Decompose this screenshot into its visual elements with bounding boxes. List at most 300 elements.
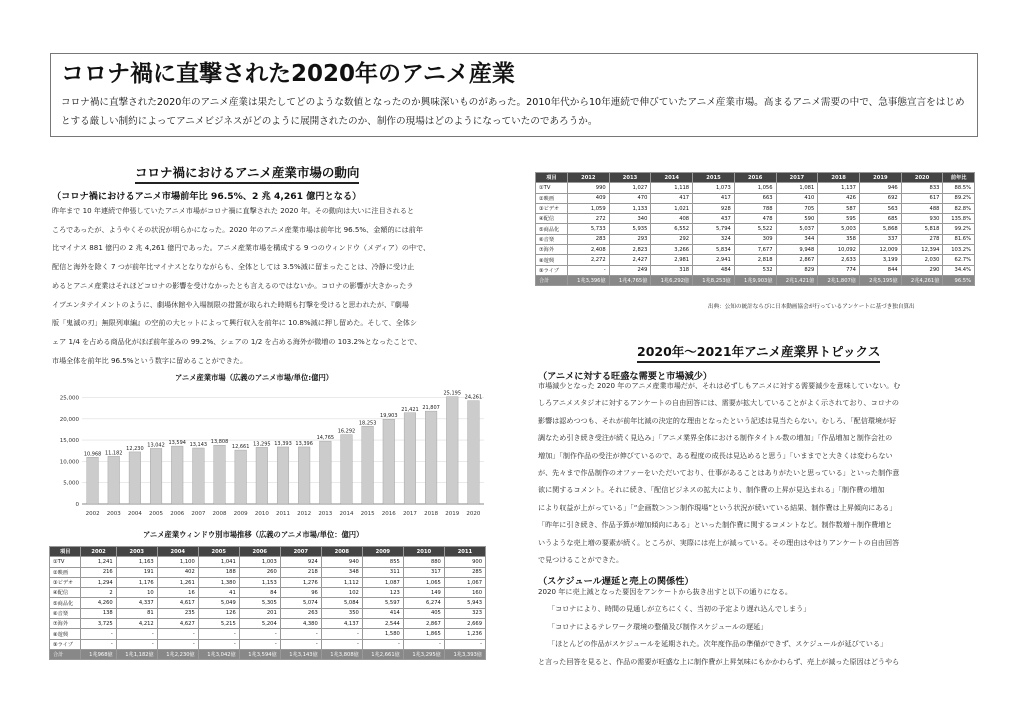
table-cell: 1,073: [693, 183, 735, 193]
table-cell: 6,552: [651, 224, 693, 234]
table-cell: 402: [157, 567, 198, 577]
table-total-row: [50, 649, 486, 659]
table-row: [536, 265, 975, 275]
x-tick-label: 2008: [212, 511, 227, 517]
table-cell: ⑦海外: [50, 619, 81, 629]
table-cell: -: [567, 265, 609, 275]
left-subhead: （コロナ禍におけるアニメ市場前年比 96.5%、2 兆 4,261 億円となる）: [52, 191, 362, 202]
table-cell: 705: [776, 203, 818, 213]
bar-value-label: 11,182: [104, 450, 123, 457]
table-cell: -: [239, 639, 280, 649]
table-cell: 290: [901, 265, 943, 275]
table-cell: 99.2%: [943, 224, 975, 234]
table-cell: ⑥音楽: [536, 234, 568, 244]
table-cell: 924: [280, 557, 321, 567]
table-cell: 358: [818, 234, 860, 244]
table-row: [50, 639, 486, 649]
table-cell: 4,212: [116, 619, 157, 629]
body-line: 比マイナス 881 億円の 2 兆 4,261 億円であった。アニメ産業市場を構成する 9 つのウィンドウ（メディア）の中で、: [52, 243, 431, 253]
bar-value-label: 14,765: [316, 435, 335, 442]
table-cell: -: [81, 629, 116, 639]
table-total-cell: 1兆3,808億: [321, 649, 362, 659]
table-cell: ③ビデオ: [536, 203, 568, 213]
table-header-cell: 2010: [403, 547, 444, 557]
table-row: [50, 577, 486, 587]
table-total-cell: 1兆3,295億: [403, 649, 444, 659]
table-cell: 478: [734, 214, 776, 224]
table-row: [50, 567, 486, 577]
right-body-1: [538, 377, 978, 568]
table1-title: アニメ産業ウィンドウ別市場推移（広義のアニメ市場/単位：億円）: [143, 530, 364, 539]
table-cell: 410: [776, 193, 818, 203]
market-bar-chart: [52, 381, 492, 518]
table-cell: 426: [818, 193, 860, 203]
table-cell: 1,236: [444, 629, 485, 639]
table-total-cell: 1兆3,042億: [198, 649, 239, 659]
bar-value-label: 13,393: [274, 440, 292, 447]
table-cell: 1,153: [239, 577, 280, 587]
x-tick-label: 2017: [402, 511, 417, 517]
table-header-cell: 2020: [901, 173, 943, 183]
table-total-cell: 1兆4,765億: [609, 275, 651, 285]
table-cell: 323: [444, 608, 485, 618]
table-cell: -: [362, 639, 403, 649]
table-cell: -: [444, 639, 485, 649]
table-header-cell: 2011: [444, 547, 485, 557]
bar-value-label: 13,808: [210, 439, 229, 446]
table-cell: 16: [157, 588, 198, 598]
table-cell: 1,276: [280, 577, 321, 587]
y-tick-label: 25,000: [59, 395, 79, 402]
bar: [404, 413, 416, 504]
table-cell: 350: [321, 608, 362, 618]
body-line: めるとアニメ産業はそれほどコロナの影響を受けなかったとも言えるのではないか。コロナの影響が大きかったラ: [52, 280, 414, 290]
bar-value-label: 12,230: [126, 445, 144, 452]
table-cell: 6,274: [403, 598, 444, 608]
bar: [319, 441, 331, 504]
table-cell: 344: [776, 234, 818, 244]
table-cell: 617: [901, 193, 943, 203]
window-market-table-2012-2020: [535, 172, 975, 286]
table-total-cell: 1兆2,661億: [362, 649, 403, 659]
table-cell: 2,823: [609, 245, 651, 255]
table-cell: -: [321, 629, 362, 639]
table-cell: 138: [81, 608, 116, 618]
table-cell: 1,380: [198, 577, 239, 587]
bar-value-label: 13,396: [295, 440, 313, 447]
table-cell: 3,199: [859, 255, 901, 265]
table-cell: 7,677: [734, 245, 776, 255]
y-tick-label: 10,000: [59, 459, 79, 466]
table-total-cell: 1兆2,230億: [157, 649, 198, 659]
bar: [129, 452, 141, 504]
table-cell: 260: [239, 567, 280, 577]
table-row: [536, 214, 975, 224]
table-cell: 2,981: [651, 255, 693, 265]
table-cell: 5,003: [818, 224, 860, 234]
body-line: 「コロナにより、時間の見通しが立ちにくく、当初の予定より遅れ込んでしまう」: [548, 604, 811, 614]
table-cell: 1,003: [239, 557, 280, 567]
table-cell: 293: [609, 234, 651, 244]
y-tick-label: 15,000: [59, 438, 79, 445]
table-cell: ③ビデオ: [50, 577, 81, 587]
bar: [235, 450, 247, 504]
table-cell: 5,049: [198, 598, 239, 608]
table-header-cell: 2008: [321, 547, 362, 557]
table-row: [50, 588, 486, 598]
table-cell: 1,241: [81, 557, 116, 567]
table-total-cell: 1兆6,292億: [651, 275, 693, 285]
table-cell: 126: [198, 608, 239, 618]
table-row: [536, 193, 975, 203]
body-line: 「ほとんどの作品がスケジュールを延期された。次年度作品の準備ができず、スケジュールが延びている」: [548, 639, 888, 649]
table-cell: 663: [734, 193, 776, 203]
x-tick-label: 2011: [276, 511, 290, 517]
table-cell: 4,627: [157, 619, 198, 629]
table-cell: 309: [734, 234, 776, 244]
table-cell: -: [239, 629, 280, 639]
table-cell: 285: [444, 567, 485, 577]
table-cell: 201: [239, 608, 280, 618]
bar: [214, 445, 226, 504]
body-line: 欲に関するコメント。それに続き、「配信ビジネスの拡大により、制作費の上昇が見込まれる」「制作費の増加: [538, 485, 885, 495]
table-row: [50, 608, 486, 618]
table-header-cell: 項目: [536, 173, 568, 183]
bar: [298, 447, 310, 504]
table-cell: 587: [818, 203, 860, 213]
table-cell: 191: [116, 567, 157, 577]
table-total-cell: 合計: [50, 649, 81, 659]
x-tick-label: 2016: [381, 511, 396, 517]
bar-value-label: 21,421: [401, 406, 419, 413]
bar-value-label: 13,143: [189, 442, 208, 449]
table2-source: 出典：公知の統計ならびに日本動画協会が行っているアンケートに基づき独自算出: [708, 304, 915, 310]
table-total-cell: 2兆1,421億: [776, 275, 818, 285]
table-cell: 283: [567, 234, 609, 244]
table-row: [50, 629, 486, 639]
table-cell: 5,305: [239, 598, 280, 608]
table-cell: 2,818: [734, 255, 776, 265]
table-cell: ⑧遊興: [50, 629, 81, 639]
x-tick-label: 2002: [85, 511, 100, 517]
table-total-cell: 合計: [536, 275, 568, 285]
body-line: ころであったが、ようやくその状況が明らかになった。2020 年のアニメ産業市場は前年比 96.5%、金額的には前年: [52, 224, 423, 234]
table-cell: 2,272: [567, 255, 609, 265]
x-tick-label: 2013: [318, 511, 333, 517]
table-cell: 9,948: [776, 245, 818, 255]
body-line: しろアニメスタジオに対するアンケートの自由回答には、需要が拡大していることがよく示されており、コロナの: [538, 398, 899, 408]
table-cell: 5,943: [444, 598, 485, 608]
table-header-cell: 2009: [362, 547, 403, 557]
bar-value-label: 18,253: [358, 420, 377, 427]
table-cell: 437: [693, 214, 735, 224]
bar: [425, 411, 437, 504]
table-row: [536, 183, 975, 193]
table-header-cell: 前年比: [943, 173, 975, 183]
bar-value-label: 24,261: [464, 394, 483, 401]
table-cell: -: [81, 639, 116, 649]
table-header-cell: 2018: [818, 173, 860, 183]
table-row: [536, 255, 975, 265]
table-cell: 532: [734, 265, 776, 275]
table-cell: -: [157, 629, 198, 639]
body-line: 市場全体を前年比 96.5%という数字に留めることができた。: [52, 355, 248, 365]
table-cell: -: [116, 639, 157, 649]
table-cell: 829: [776, 265, 818, 275]
table-cell: 249: [609, 265, 651, 275]
table-cell: 1,027: [609, 183, 651, 193]
table-cell: 4,617: [157, 598, 198, 608]
table-header-cell: 2002: [81, 547, 116, 557]
table-header-cell: 2017: [776, 173, 818, 183]
bar: [341, 435, 353, 504]
table-cell: 408: [651, 214, 693, 224]
table-cell: 590: [776, 214, 818, 224]
table-cell: 2,408: [567, 245, 609, 255]
table-cell: 12,009: [859, 245, 901, 255]
table-cell: 318: [651, 265, 693, 275]
table-cell: 2,633: [818, 255, 860, 265]
table-cell: 4,337: [116, 598, 157, 608]
body-line: で見つけることができた。: [538, 555, 624, 565]
table-row: [536, 203, 975, 213]
table-cell: 5,818: [901, 224, 943, 234]
table-cell: 5,794: [693, 224, 735, 234]
body-line: 配信と海外を除く 7 つが前年比マイナスとなりながらも、全体としては 3.5%減に留まったことは、冷静に受け止: [52, 262, 415, 272]
table-cell: 692: [859, 193, 901, 203]
table-cell: 1,163: [116, 557, 157, 567]
bar: [256, 447, 268, 504]
left-body: [52, 202, 494, 370]
table-cell: 96: [280, 588, 321, 598]
table-cell: 348: [321, 567, 362, 577]
table-cell: 1,118: [651, 183, 693, 193]
body-line: イブエンタテイメントのように、劇場休館や入場制限の措置が取られた時期も打撃を受けると思われたが、『劇場: [52, 299, 409, 309]
table-cell: 82.8%: [943, 203, 975, 213]
table-cell: 5,204: [239, 619, 280, 629]
bar-value-label: 19,903: [380, 413, 398, 420]
table-cell: 10,092: [818, 245, 860, 255]
bar: [193, 448, 205, 504]
table-cell: 1,294: [81, 577, 116, 587]
table-cell: 1,067: [444, 577, 485, 587]
table-cell: 218: [280, 567, 321, 577]
x-tick-label: 2006: [170, 511, 185, 517]
table-cell: ②映画: [536, 193, 568, 203]
table-cell: 5,074: [280, 598, 321, 608]
table-total-cell: 1兆968億: [81, 649, 116, 659]
table-cell: 2: [81, 588, 116, 598]
table-header-cell: 2019: [859, 173, 901, 183]
x-tick-label: 2014: [339, 511, 354, 517]
body-line: 市場減少となった 2020 年のアニメ産業市場だが、それは必ずしもアニメに対する需要減少を意味していない。む: [538, 381, 901, 390]
x-tick-label: 2012: [297, 511, 312, 517]
table-cell: 4,260: [81, 598, 116, 608]
table-cell: -: [198, 639, 239, 649]
table-cell: 928: [693, 203, 735, 213]
right-body-2: [538, 583, 978, 670]
body-line: 「コロナによるテレワーク環境の整備及び制作スケジュールの遅延」: [548, 621, 768, 631]
table-cell: 62.7%: [943, 255, 975, 265]
table-cell: -: [321, 639, 362, 649]
table-cell: 2,867: [403, 619, 444, 629]
x-tick-label: 2010: [254, 511, 269, 517]
table-cell: 1,112: [321, 577, 362, 587]
table-cell: 216: [81, 567, 116, 577]
right-subhead-2: （スケジュール遅延と売上の関係性）: [538, 576, 694, 587]
table-cell: 5,037: [776, 224, 818, 234]
table-row: [50, 619, 486, 629]
bar-value-label: 16,292: [337, 428, 356, 435]
table-cell: 940: [321, 557, 362, 567]
table-cell: 990: [567, 183, 609, 193]
table-cell: 34.4%: [943, 265, 975, 275]
table-cell: 292: [651, 234, 693, 244]
table-cell: 4,137: [321, 619, 362, 629]
table-cell: 2,867: [776, 255, 818, 265]
table-cell: ⑦海外: [536, 245, 568, 255]
table-cell: 103.2%: [943, 245, 975, 255]
table-cell: 855: [362, 557, 403, 567]
table-cell: 1,865: [403, 629, 444, 639]
bar-value-label: 25,195: [443, 390, 462, 397]
bar: [87, 457, 99, 504]
table-cell: 5,733: [567, 224, 609, 234]
table-total-cell: 1兆3,594億: [239, 649, 280, 659]
table-header-cell: 2003: [116, 547, 157, 557]
table-row: [536, 224, 975, 234]
left-section-title: コロナ禍におけるアニメ産業市場の動向: [135, 163, 359, 184]
page-title: コロナ禍に直撃された2020年のアニメ産業: [61, 61, 515, 87]
lead-paragraph: コロナ禍に直撃された2020年のアニメ産業は果たしてどのような数値となったのか興味深いものがあった。2010年代から10年連続で伸びていたアニメ産業市場。高まるアニメ需要の中で、急事態宣言をはじめとする厳しい制約によってアニメビジネスがどのように展開されたのか、制作の現場はどのようになっていたのであろうか。: [61, 97, 965, 127]
table-cell: 417: [693, 193, 735, 203]
table-cell: 135.8%: [943, 214, 975, 224]
table-cell: 41: [198, 588, 239, 598]
table-cell: 1,065: [403, 577, 444, 587]
table-total-row: [536, 275, 975, 285]
y-tick-label: 0: [75, 502, 79, 508]
bar: [171, 446, 183, 504]
x-tick-label: 2009: [233, 511, 248, 517]
table-cell: 1,021: [651, 203, 693, 213]
table-cell: ⑥音楽: [50, 608, 81, 618]
table-total-cell: 2兆4,261億: [901, 275, 943, 285]
x-tick-label: 2005: [149, 511, 164, 517]
bar: [150, 448, 162, 504]
x-tick-label: 2020: [466, 511, 481, 517]
table-cell: 900: [444, 557, 485, 567]
table-cell: 2,544: [362, 619, 403, 629]
x-tick-label: 2018: [424, 511, 439, 517]
table-cell: 1,261: [157, 577, 198, 587]
table-cell: 488: [901, 203, 943, 213]
bar-value-label: 13,295: [253, 441, 271, 448]
table-total-cell: 1兆3,393億: [444, 649, 485, 659]
table-total-cell: 1兆9,903億: [734, 275, 776, 285]
table-cell: 685: [859, 214, 901, 224]
table-cell: 930: [901, 214, 943, 224]
bar-value-label: 21,807: [422, 405, 440, 412]
table-cell: ⑨ライブ: [50, 639, 81, 649]
table-cell: ①TV: [50, 557, 81, 567]
table-cell: 3,266: [651, 245, 693, 255]
table-cell: 833: [901, 183, 943, 193]
table-cell: -: [198, 629, 239, 639]
table-cell: 409: [567, 193, 609, 203]
table-cell: 340: [609, 214, 651, 224]
table-cell: -: [157, 639, 198, 649]
table-cell: 1,100: [157, 557, 198, 567]
table-cell: 10: [116, 588, 157, 598]
table-row: [50, 557, 486, 567]
table-total-cell: 2兆1,807億: [818, 275, 860, 285]
table-cell: 405: [403, 608, 444, 618]
right-section-title: 2020年～2021年アニメ産業界トピックス: [637, 342, 880, 363]
table-cell: 235: [157, 608, 198, 618]
table-cell: 595: [818, 214, 860, 224]
table-header-cell: 2007: [280, 547, 321, 557]
table-cell: 1,041: [198, 557, 239, 567]
table-cell: 89.2%: [943, 193, 975, 203]
table-cell: 5,935: [609, 224, 651, 234]
table-cell: 844: [859, 265, 901, 275]
table-header-cell: 2014: [651, 173, 693, 183]
bar: [446, 397, 458, 504]
x-tick-label: 2019: [445, 511, 460, 517]
table-cell: 123: [362, 588, 403, 598]
table-header-cell: 項目: [50, 547, 81, 557]
table-cell: 272: [567, 214, 609, 224]
body-line: と言った回答を見ると、作品の需要が旺盛な上に制作費が上昇気味にもかかわらず、売上が減った原因はどうやら: [538, 656, 900, 666]
body-line: ェア 1/4 を占める商品化がほぼ前年並みの 99.2%、シェアの 1/2 を占める海外が微増の 103.2%となったことで、: [52, 336, 422, 346]
table-cell: 2,669: [444, 619, 485, 629]
table-cell: 160: [444, 588, 485, 598]
table-total-cell: 1兆8,253億: [693, 275, 735, 285]
table-cell: 88.5%: [943, 183, 975, 193]
body-line: 「昨年に引き続き、作品予算が増加傾向にある」といった制作費に関するコメントなど。制作数増＋制作費増と: [538, 520, 893, 530]
table-cell: 5,597: [362, 598, 403, 608]
x-tick-label: 2004: [127, 511, 142, 517]
table-cell: 5,834: [693, 245, 735, 255]
table-cell: 278: [901, 234, 943, 244]
table-cell: ⑧遊興: [536, 255, 568, 265]
table-cell: 81: [116, 608, 157, 618]
table-header-cell: 2004: [157, 547, 198, 557]
table-cell: 414: [362, 608, 403, 618]
body-line: 増加」「制作作品の受注が伸びているので、ある程度の成長は見込めると思う」「いままでと大きくは変わらない: [538, 450, 893, 460]
table-cell: 946: [859, 183, 901, 193]
table-cell: ④配信: [50, 588, 81, 598]
table-cell: ⑤商品化: [50, 598, 81, 608]
table-total-cell: 2兆5,195億: [859, 275, 901, 285]
table-header-cell: 2006: [239, 547, 280, 557]
y-tick-label: 5,000: [63, 480, 79, 487]
table-cell: 12,394: [901, 245, 943, 255]
table-cell: ①TV: [536, 183, 568, 193]
table-cell: 149: [403, 588, 444, 598]
bar: [362, 426, 374, 504]
table-cell: 417: [651, 193, 693, 203]
table-cell: 1,133: [609, 203, 651, 213]
table-header-cell: 2012: [567, 173, 609, 183]
body-line: 影響は認めつつも、それが前年比減の決定的な理由となったという記述は見当たらない。むしろ、「配信環境が好: [538, 415, 897, 425]
table-cell: 1,137: [818, 183, 860, 193]
table-total-cell: 1兆1,182億: [116, 649, 157, 659]
table-cell: 1,176: [116, 577, 157, 587]
table-cell: 880: [403, 557, 444, 567]
bar-value-label: 13,042: [147, 442, 165, 449]
window-market-table-2002-2011: [49, 546, 486, 660]
